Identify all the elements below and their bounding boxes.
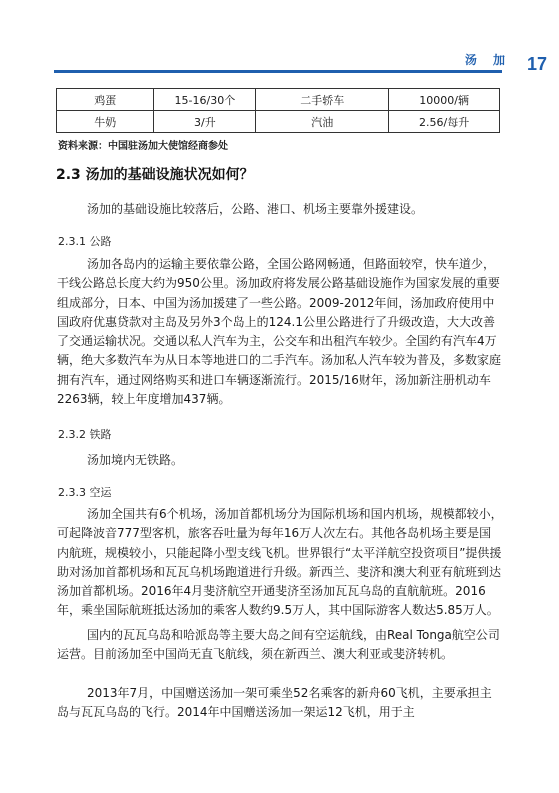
header-rule (54, 70, 502, 73)
table-cell: 牛奶 (57, 111, 154, 133)
table-row (57, 111, 500, 133)
subsection-heading-railway: 2.3.2 铁路 (58, 428, 112, 441)
price-table (56, 88, 500, 133)
section-heading: 2.3 汤加的基础设施状况如何？ (56, 167, 254, 183)
paragraph-air-1: 汤加全国共有6个机场，汤加首都机场分为国际机场和国内机场，规模都较小，可起降波音777型客机，旅客吞吐量为每年16万人次左右。其他各岛机场主要是国内航班，规模较小，只能起降小型支线飞机。世界银行“太平洋航空投资项目”提供援助对汤加首都机场和瓦瓦乌机场跑道进行升级。新西兰、斐济和澳大利亚有航班到达汤加首都机场。2016年4月斐济航空开通斐济至汤加瓦瓦乌岛的直航航班。2016年，乘坐国际航班抵达汤加的乘客人数约9.5万人，其中国际游客人数达5.85万人。 (57, 507, 503, 618)
table-cell: 10000/辆 (389, 89, 500, 111)
table-cell: 二手轿车 (256, 89, 389, 111)
table-cell: 汽油 (256, 111, 389, 133)
running-title: 汤 加 (464, 53, 511, 67)
table-cell: 2.56/每升 (389, 111, 500, 133)
paragraph-roads: 汤加各岛内的运输主要依靠公路，全国公路网畅通，但路面较窄，快车道少，干线公路总长度大约为950公里。汤加政府将发展公路基础设施作为国家发展的重要组成部分，日本、中国为汤加援建了一些公路。2009-2012年间，汤加政府使用中国政府优惠贷款对主岛及另外3个岛上的124.1公里公路进行了升级改造，大大改善了交通运输状况。交通以私人汽车为主，公交车和出租汽车较少。全国约有汽车4万辆，绝大多数汽车为从日本等地进口的二手汽车。汤加私人汽车较为普及，多数家庭拥有汽车，通过网络购买和进口车辆逐渐流行。2015/16财年，汤加新注册机动车2263辆，较上年度增加437辆。 (57, 257, 502, 407)
paragraph-air-3: 2013年7月，中国赠送汤加一架可乘坐52名乘客的新舟60飞机，主要承担主岛与瓦瓦乌岛的飞行。2014年中国赠送汤加一架运12飞机，用于主 (57, 686, 492, 720)
subsection-heading-roads: 2.3.1 公路 (58, 235, 112, 248)
table-cell: 鸡蛋 (57, 89, 154, 111)
paragraph-railway: 汤加境内无铁路。 (87, 453, 184, 467)
table-row (57, 89, 500, 111)
table-cell: 15-16/30个 (154, 89, 256, 111)
source-note: 资料来源：中国驻汤加大使馆经商参处 (58, 141, 228, 152)
page-number: 17 (526, 54, 547, 74)
paragraph-air-2: 国内的瓦瓦乌岛和哈派岛等主要大岛之间有空运航线，由Real Tonga航空公司运营。目前汤加至中国尚无直飞航线，须在新西兰、澳大利亚或斐济转机。 (57, 628, 500, 662)
subsection-heading-air: 2.3.3 空运 (58, 486, 112, 499)
table-cell: 3/升 (154, 111, 256, 133)
section-intro: 汤加的基础设施比较落后，公路、港口、机场主要靠外援建设。 (87, 202, 424, 216)
